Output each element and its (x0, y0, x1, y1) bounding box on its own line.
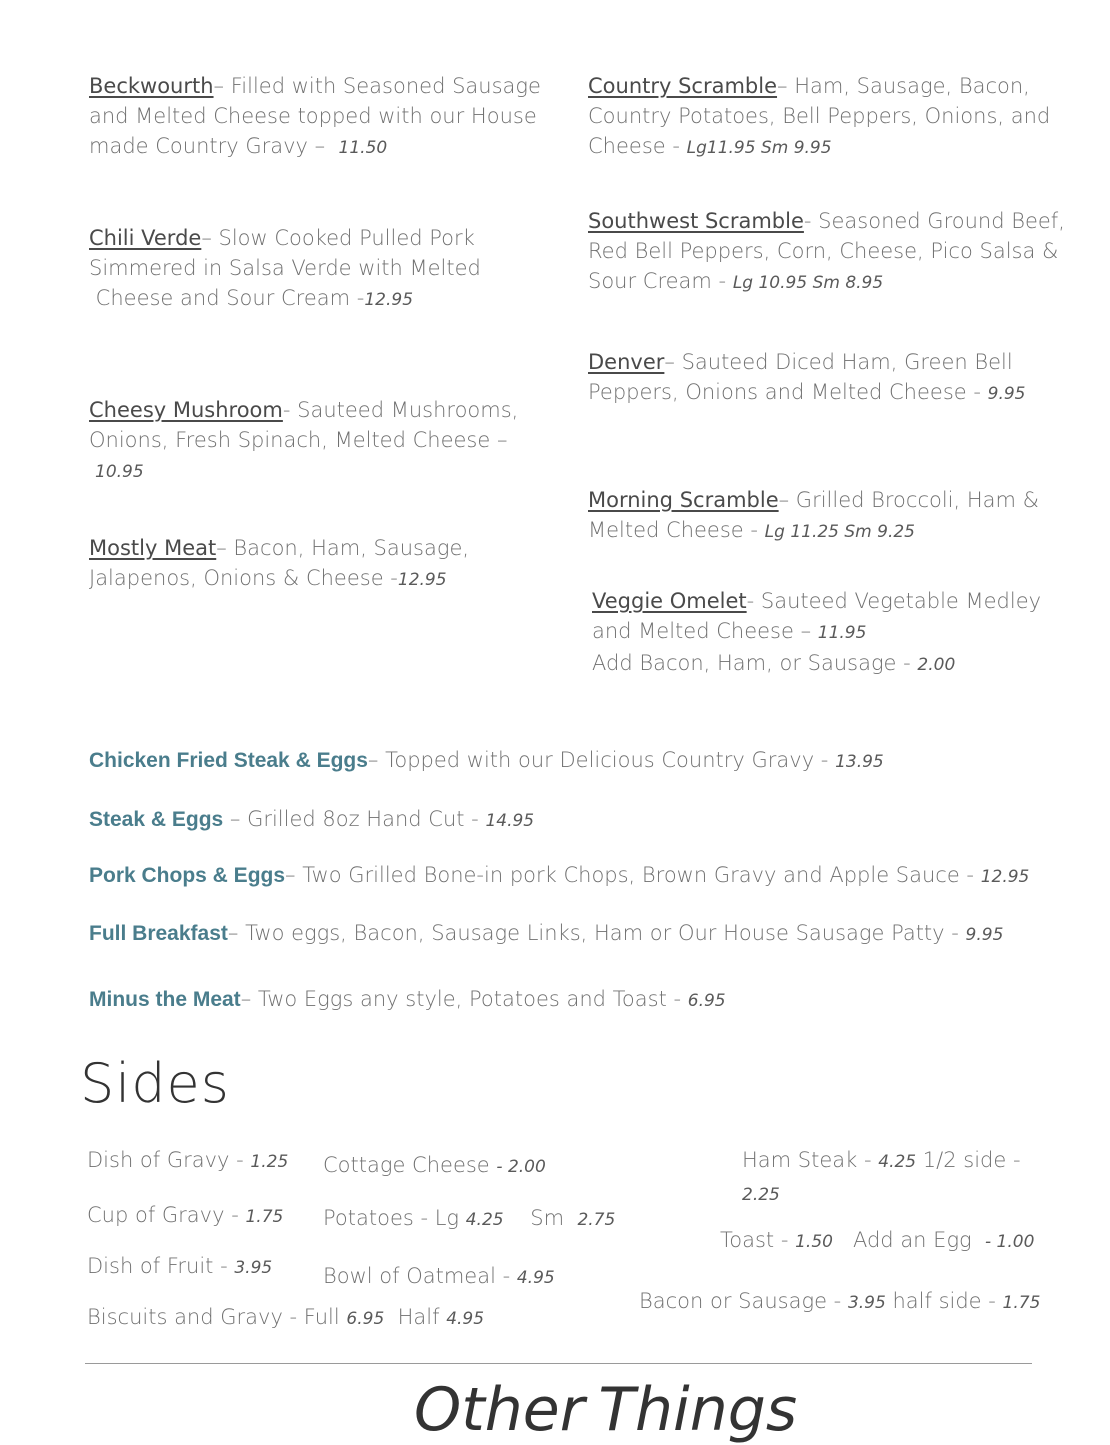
side-label: Ham Steak - (742, 1148, 872, 1172)
special-name: Chicken Fried Steak & Eggs (89, 749, 368, 772)
side-half-label: Half (397, 1305, 440, 1329)
item-name: Chili Verde (89, 226, 202, 250)
side-price-half: 1.75 (1002, 1293, 1041, 1313)
side-egg-price: - 1.00 (985, 1232, 1035, 1252)
item-name: Southwest Scramble (588, 209, 804, 233)
side-half-label: 1/2 side - (922, 1148, 1021, 1172)
menu-item-country-scramble (588, 71, 1050, 163)
side-price: - 2.00 (496, 1157, 546, 1177)
addon-text: Add Bacon, Ham, or Sausage - (592, 651, 911, 675)
special-price: 12.95 (980, 867, 1030, 887)
item-name: Cheesy Mushroom (89, 398, 283, 422)
item-desc: – Ham, Sausage, Bacon, (777, 74, 1030, 98)
side-potatoes (323, 1203, 615, 1235)
item-desc: Melted Cheese - (588, 518, 758, 542)
side-dish-fruit (87, 1251, 272, 1283)
item-desc: Peppers, Onions and Melted Cheese - (588, 380, 981, 404)
side-toast (720, 1225, 1034, 1257)
special-minus-the-meat (89, 984, 726, 1016)
side-price-sm: 2.75 (577, 1210, 616, 1230)
side-ham-steak (742, 1145, 1021, 1211)
menu-item-morning-scramble (588, 485, 1039, 547)
side-label: Toast - (720, 1228, 789, 1252)
item-desc: Cheese - (588, 134, 680, 158)
item-name: Beckwourth (89, 74, 214, 98)
item-desc: - Seasoned Ground Beef, (803, 209, 1065, 233)
item-desc: made Country Gravy – (89, 134, 326, 158)
menu-item-beckwourth (89, 71, 541, 163)
special-desc: – Topped with our Delicious Country Gravy - (367, 748, 829, 772)
special-chicken-fried-steak (89, 745, 884, 777)
special-name: Minus the Meat (89, 988, 241, 1011)
special-price: 9.95 (965, 925, 1004, 945)
special-steak-eggs (89, 804, 534, 836)
special-name: Full Breakfast (89, 922, 228, 945)
other-heading-word-2: Things (598, 1375, 798, 1445)
side-price: 4.25 (878, 1152, 917, 1172)
item-desc: and Melted Cheese topped with our House (89, 104, 537, 128)
side-price: 1.25 (250, 1152, 289, 1172)
side-label: Cottage Cheese (323, 1153, 490, 1177)
side-cup-gravy (87, 1200, 283, 1232)
side-half-label: half side - (892, 1289, 996, 1313)
side-biscuits-gravy (87, 1302, 484, 1334)
menu-item-southwest-scramble (588, 206, 1065, 298)
item-desc: Jalapenos, Onions & Cheese - (89, 566, 398, 590)
side-bacon-sausage (639, 1286, 1040, 1318)
item-name: Veggie Omelet (592, 589, 747, 613)
side-price-full: 6.95 (346, 1309, 385, 1329)
other-things-heading (414, 1375, 797, 1445)
side-egg-label: Add an Egg (852, 1228, 972, 1252)
item-desc: – Sauteed Diced Ham, Green Bell (664, 350, 1013, 374)
menu-item-mostly-meat (89, 533, 469, 595)
item-name: Denver (588, 350, 665, 374)
section-divider (85, 1363, 1032, 1364)
menu-item-cheesy-mushroom (89, 395, 518, 487)
item-price: 12.95 (364, 290, 414, 310)
other-heading-word-1: Other (414, 1375, 585, 1445)
special-name: Steak & Eggs (89, 808, 224, 831)
item-price: 9.95 (987, 384, 1026, 404)
side-price: 1.50 (795, 1232, 833, 1252)
side-label: Dish of Fruit - (87, 1254, 228, 1278)
item-desc: - Sauteed Vegetable Medley (746, 589, 1042, 613)
item-desc: and Melted Cheese – (592, 619, 812, 643)
item-desc: - Sauteed Mushrooms, (282, 398, 519, 422)
side-label: Bacon or Sausage - (639, 1289, 842, 1313)
item-desc: Onions, Fresh Spinach, Melted Cheese – (89, 428, 508, 452)
special-price: 14.95 (485, 811, 535, 831)
special-desc: – Two Eggs any style, Potatoes and Toast - (240, 987, 682, 1011)
item-price: Lg 11.25 Sm 9.25 (764, 522, 915, 542)
side-price: 1.75 (245, 1207, 284, 1227)
menu-item-chili-verde (89, 223, 481, 315)
item-desc: – Slow Cooked Pulled Pork (201, 226, 475, 250)
item-price: 11.50 (338, 138, 388, 158)
sides-heading: Sides (80, 1052, 230, 1115)
side-label: Biscuits and Gravy - Full (87, 1305, 340, 1329)
item-desc: Red Bell Peppers, Corn, Cheese, Pico Salsa & (588, 239, 1059, 263)
item-price: 10.95 (95, 462, 144, 482)
side-label: Cup of Gravy - (87, 1203, 239, 1227)
side-price: 4.95 (516, 1268, 555, 1288)
side-dish-gravy (87, 1145, 288, 1177)
special-name: Pork Chops & Eggs (89, 864, 286, 887)
side-price-half: 2.25 (742, 1185, 780, 1205)
item-desc: – Bacon, Ham, Sausage, (216, 536, 470, 560)
special-desc: – Two eggs, Bacon, Sausage Links, Ham or Our House Sausage Patty - (227, 921, 959, 945)
item-desc: Cheese and Sour Cream - (89, 286, 365, 310)
side-price: 3.95 (234, 1258, 273, 1278)
menu-item-veggie-omelet (592, 586, 1041, 680)
item-desc: – Filled with Seasoned Sausage (213, 74, 541, 98)
item-desc: Simmered in Salsa Verde with Melted (89, 256, 481, 280)
special-full-breakfast (89, 918, 1003, 950)
side-price-lg: 4.25 (465, 1210, 504, 1230)
special-desc: – Two Grilled Bone-in pork Chops, Brown Gravy and Apple Sauce - (285, 863, 975, 887)
special-price: 6.95 (687, 991, 726, 1011)
item-price: Lg11.95 Sm 9.95 (686, 138, 832, 158)
special-price: 13.95 (835, 752, 884, 772)
item-price: 11.95 (817, 623, 867, 643)
item-desc: Sour Cream - (588, 269, 727, 293)
side-oatmeal (323, 1261, 555, 1293)
side-label: Dish of Gravy - (87, 1148, 244, 1172)
special-desc: – Grilled 8oz Hand Cut - (223, 807, 479, 831)
side-label: Potatoes - Lg (323, 1206, 460, 1230)
item-name: Morning Scramble (588, 488, 779, 512)
item-price: 12.95 (397, 570, 447, 590)
addon-price: 2.00 (917, 655, 956, 675)
item-price: Lg 10.95 Sm 8.95 (732, 273, 884, 293)
special-pork-chops (89, 860, 1029, 892)
item-desc: Country Potatoes, Bell Peppers, Onions, and (588, 104, 1051, 128)
side-label: Bowl of Oatmeal - (323, 1264, 511, 1288)
side-price-half: 4.95 (446, 1309, 485, 1329)
menu-item-denver (588, 347, 1025, 409)
side-cottage-cheese (323, 1150, 546, 1182)
item-desc: – Grilled Broccoli, Ham & (778, 488, 1040, 512)
side-price: 3.95 (847, 1293, 886, 1313)
side-sm-label: Sm (530, 1206, 565, 1230)
item-name: Country Scramble (588, 74, 778, 98)
item-name: Mostly Meat (89, 536, 217, 560)
